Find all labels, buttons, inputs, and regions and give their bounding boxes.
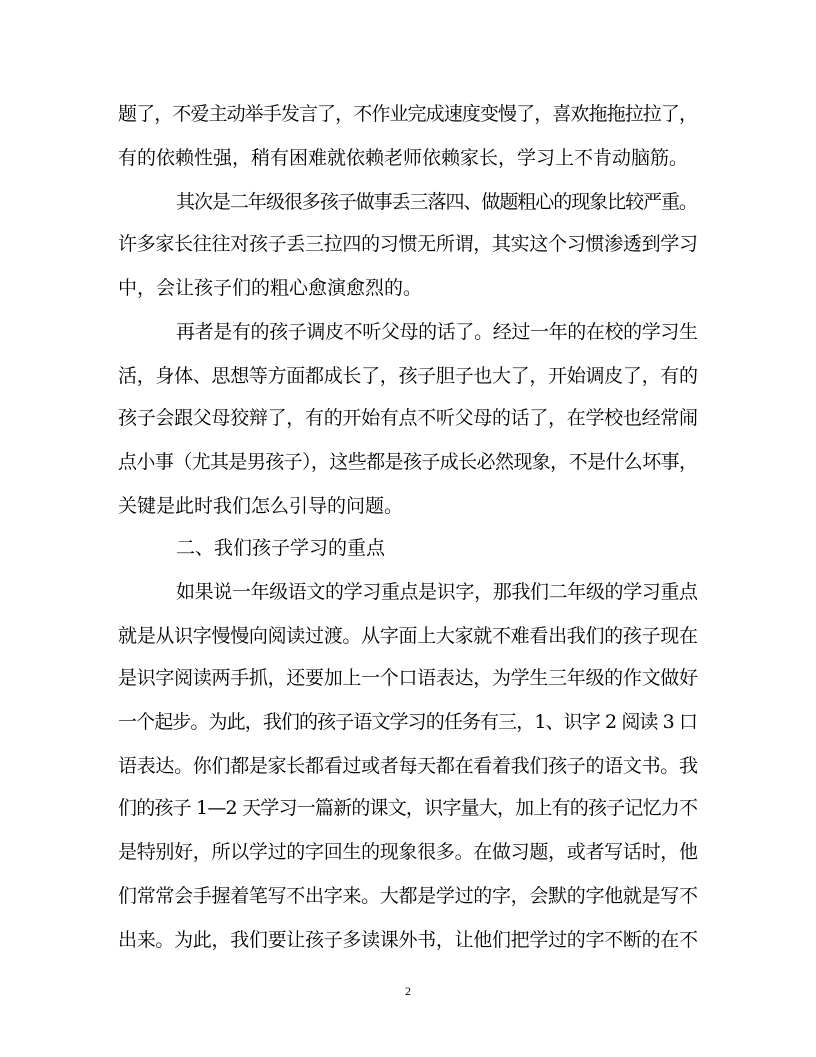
text-line-content: 有的依赖性强，稍有困难就依赖老师依赖家长，学习上不肯动脑筋。 <box>118 147 689 169</box>
text-line-content: 许多家长往往对孩子丢三拉四的习惯无所谓，其实这个习惯渗透到学习 <box>118 233 698 255</box>
text-line <box>0 400 816 436</box>
text-line <box>0 790 816 826</box>
text-line <box>0 748 816 784</box>
text-line-content: 再者是有的孩子调皮不听父母的话了。经过一年的在校的学习生 <box>176 321 698 343</box>
text-line-content: 其次是二年级很多孩子做事丢三落四、做题粗心的现象比较严重。 <box>176 191 697 213</box>
text-line-content: 活，身体、思想等方面都成长了，孩子胆子也大了，开始调皮了，有的 <box>118 365 698 387</box>
text-line <box>0 878 816 914</box>
text-line-content: 就是从识字慢慢向阅读过渡。从字面上大家就不难看出我们的孩子现在 <box>118 625 698 647</box>
text-line-content: 二、我们孩子学习的重点 <box>176 537 386 559</box>
text-line <box>0 660 816 696</box>
text-line <box>0 314 816 350</box>
text-line-content: 是识字阅读两手抓，还要加上一个口语表达，为学生三年级的作文做好 <box>118 667 698 689</box>
text-line <box>0 488 816 524</box>
text-line-content: 出来。为此，我们要让孩子多读课外书，让他们把学过的字不断的在不 <box>118 929 698 951</box>
text-line-content: 点小事（尤其是男孩子），这些都是孩子成长必然现象，不是什么坏事， <box>118 451 698 473</box>
text-line <box>0 226 816 262</box>
text-line-content: 语表达。你们都是家长都看过或者每天都在看着我们孩子的语文书。我 <box>118 755 698 777</box>
text-line-content: 中，会让孩子们的粗心愈演愈烈的。 <box>118 277 423 299</box>
text-line <box>0 618 816 654</box>
text-line-content: 孩子会跟父母狡辩了，有的开始有点不听父母的话了，在学校也经常闹 <box>118 407 698 429</box>
text-line <box>0 444 816 480</box>
text-line <box>0 184 816 220</box>
text-line <box>0 574 816 610</box>
text-line-content: 关键是此时我们怎么引导的问题。 <box>118 495 404 517</box>
text-line-content: 们常常会手握着笔写不出字来。大都是学过的字，会默的字他就是写不 <box>118 885 698 907</box>
text-line-content: 们的孩子 1—2 天学习一篇新的课文，识字量大，加上有的孩子记忆力不 <box>118 797 698 819</box>
text-line <box>0 96 816 132</box>
text-line <box>0 140 816 176</box>
text-line-content: 如果说一年级语文的学习重点是识字，那我们二年级的学习重点 <box>176 581 698 603</box>
text-line <box>0 270 816 306</box>
text-line-content: 是特别好，所以学过的字回生的现象很多。在做习题，或者写话时，他 <box>118 841 698 863</box>
text-line <box>0 358 816 394</box>
text-line <box>0 834 816 870</box>
text-line <box>0 530 816 566</box>
text-line <box>0 922 816 958</box>
text-line <box>0 704 816 740</box>
text-line-content: 一个起步。为此，我们的孩子语文学习的任务有三，1、识字 2 阅读 3 口 <box>118 711 698 733</box>
text-line-content: 题了，不爱主动举手发言了，不作业完成速度变慢了，喜欢拖拖拉拉了， <box>118 103 698 125</box>
page-number: 2 <box>405 984 411 998</box>
